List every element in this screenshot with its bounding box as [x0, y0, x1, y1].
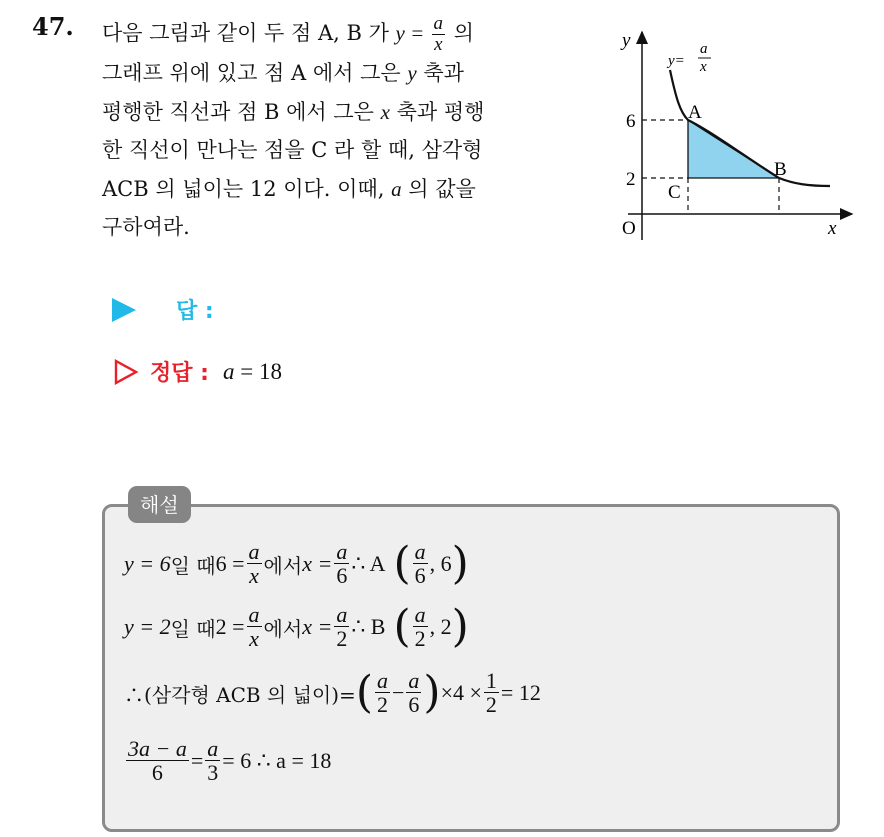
- right-paren: ): [423, 667, 441, 718]
- solution-tag: 해설: [128, 486, 191, 523]
- sol-text: 일 때: [170, 616, 216, 641]
- problem-line-5: [102, 170, 592, 209]
- fraction-numerator: a: [433, 12, 443, 34]
- sol-fraction: [247, 604, 262, 650]
- right-paren: ): [451, 538, 469, 589]
- answer-row: [112, 294, 214, 325]
- sol-expr: ∴ B: [351, 614, 386, 639]
- sol-expr: = 6 ∴ a = 18: [222, 748, 332, 773]
- sol-frac-num: a: [336, 602, 348, 627]
- sol-text: 일 때: [170, 553, 216, 578]
- sol-frac-den: 2: [485, 692, 497, 717]
- sol-frac-num: a: [248, 602, 260, 627]
- curve-label-num: a: [700, 41, 708, 57]
- sol-fraction: [334, 541, 349, 587]
- answer-label: 답 :: [176, 299, 214, 324]
- sol-frac-num: 3a − a: [128, 736, 187, 761]
- fraction-a-over-x: [432, 12, 445, 55]
- fraction-denominator: x: [432, 34, 445, 55]
- sol-frac-den: 3: [207, 760, 219, 785]
- sol-fraction: [334, 604, 349, 650]
- sol-expr: y = 2: [124, 614, 171, 639]
- sol-text: 에서: [263, 616, 303, 641]
- problem-text-part: 축과: [416, 61, 464, 86]
- sol-fraction: [375, 670, 390, 716]
- problem-text-part: 그래프 위에 있고 점 A 에서 그은: [102, 61, 408, 86]
- sol-expr: x =: [302, 614, 333, 639]
- correct-answer-value: [223, 359, 282, 385]
- play-triangle-icon: [112, 298, 136, 322]
- sol-fraction: [413, 604, 428, 650]
- origin-label: O: [622, 218, 636, 239]
- sol-frac-num: a: [207, 736, 219, 761]
- problem-text-part: ACB 의 넓이는 12 이다. 이때,: [102, 176, 392, 201]
- correct-answer-label: 정답 :: [150, 361, 209, 386]
- variable-x: x: [380, 99, 390, 124]
- problem-number: 47.: [32, 12, 74, 41]
- sol-frac-den: 6: [336, 563, 348, 588]
- sol-fraction: [205, 738, 220, 784]
- tick-label-2: 2: [626, 169, 636, 190]
- variable-a: a: [222, 358, 235, 384]
- sol-expr: −: [391, 680, 405, 705]
- sol-frac-num: a: [414, 539, 426, 564]
- sol-frac-num: a: [376, 668, 388, 693]
- sol-frac-den: 2: [414, 626, 426, 651]
- problem-text-part: 평행한 직선과 점 B 에서 그은: [102, 99, 381, 124]
- sol-expr: =: [190, 748, 204, 773]
- sol-fraction: [484, 670, 499, 716]
- hyperbola-graph: [604, 28, 854, 243]
- sol-frac-den: x: [247, 563, 262, 587]
- problem-line-6: 구하여라.: [102, 215, 190, 240]
- sol-frac-den: 6: [408, 692, 420, 717]
- problem-line-3: [102, 93, 592, 132]
- left-paren: (: [393, 601, 411, 652]
- sol-expr: , 6: [429, 551, 452, 576]
- sol-expr: = 12: [500, 680, 541, 705]
- sol-text: ∴(삼각형 ACB 의 넓이)=: [124, 682, 356, 707]
- right-paren: ): [451, 601, 469, 652]
- sol-expr: 2 =: [215, 614, 245, 639]
- point-B-label: B: [774, 159, 787, 180]
- sol-expr: 6 =: [215, 551, 245, 576]
- sol-fraction: [413, 541, 428, 587]
- outline-triangle-icon: [112, 358, 140, 386]
- variable-y: y: [407, 61, 417, 86]
- problem-line-4: 한 직선이 만나는 점을 C 라 할 때, 삼각형: [102, 138, 483, 163]
- problem-line-1: [102, 14, 592, 54]
- sol-frac-num: a: [414, 602, 426, 627]
- solution-line-1: [124, 538, 469, 589]
- solution-line-2: [124, 601, 469, 652]
- problem-text-part: 의 값을: [401, 176, 476, 201]
- curve-label-den: x: [700, 59, 707, 75]
- sol-frac-num: a: [336, 539, 348, 564]
- sol-fraction: [247, 541, 262, 587]
- variable-a: a: [391, 176, 402, 201]
- sol-expr: , 2: [429, 614, 452, 639]
- correct-answer-row: [112, 356, 282, 387]
- equation-lhs: y =: [395, 21, 430, 45]
- sol-expr: y = 6: [124, 551, 171, 576]
- left-paren: (: [355, 667, 373, 718]
- problem-text-part: 축과 평행: [389, 99, 485, 124]
- solution-line-4: [124, 738, 331, 784]
- point-C-label: C: [668, 182, 681, 203]
- sol-frac-den: 2: [336, 626, 348, 651]
- sol-frac-num: a: [408, 668, 420, 693]
- sol-expr: ∴ A: [351, 551, 386, 576]
- sol-frac-num: 1: [485, 668, 497, 693]
- problem-text: [102, 14, 592, 247]
- tick-label-6: 6: [626, 111, 636, 132]
- solution-line-3: [124, 667, 541, 718]
- y-axis-label: y: [622, 30, 631, 51]
- sol-expr: x =: [302, 551, 333, 576]
- sol-text: 에서: [263, 553, 303, 578]
- sol-frac-den: 6: [126, 760, 189, 784]
- left-paren: (: [393, 538, 411, 589]
- problem-line-2: [102, 54, 592, 93]
- curve-label: y=: [668, 53, 685, 69]
- sol-fraction: [406, 670, 421, 716]
- sol-frac-den: x: [247, 626, 262, 650]
- problem-text-part: 의: [447, 21, 474, 45]
- sol-expr: ×4 ×: [440, 680, 482, 705]
- problem-text-part: 다음 그림과 같이 두 점 A, B 가: [102, 21, 396, 45]
- sol-frac-den: 2: [376, 692, 388, 717]
- point-A-label: A: [688, 102, 702, 123]
- answer-value: = 18: [234, 358, 282, 384]
- x-axis-label: x: [828, 218, 837, 239]
- sol-fraction: [126, 738, 189, 784]
- sol-frac-den: 6: [414, 563, 426, 588]
- sol-frac-num: a: [248, 539, 260, 564]
